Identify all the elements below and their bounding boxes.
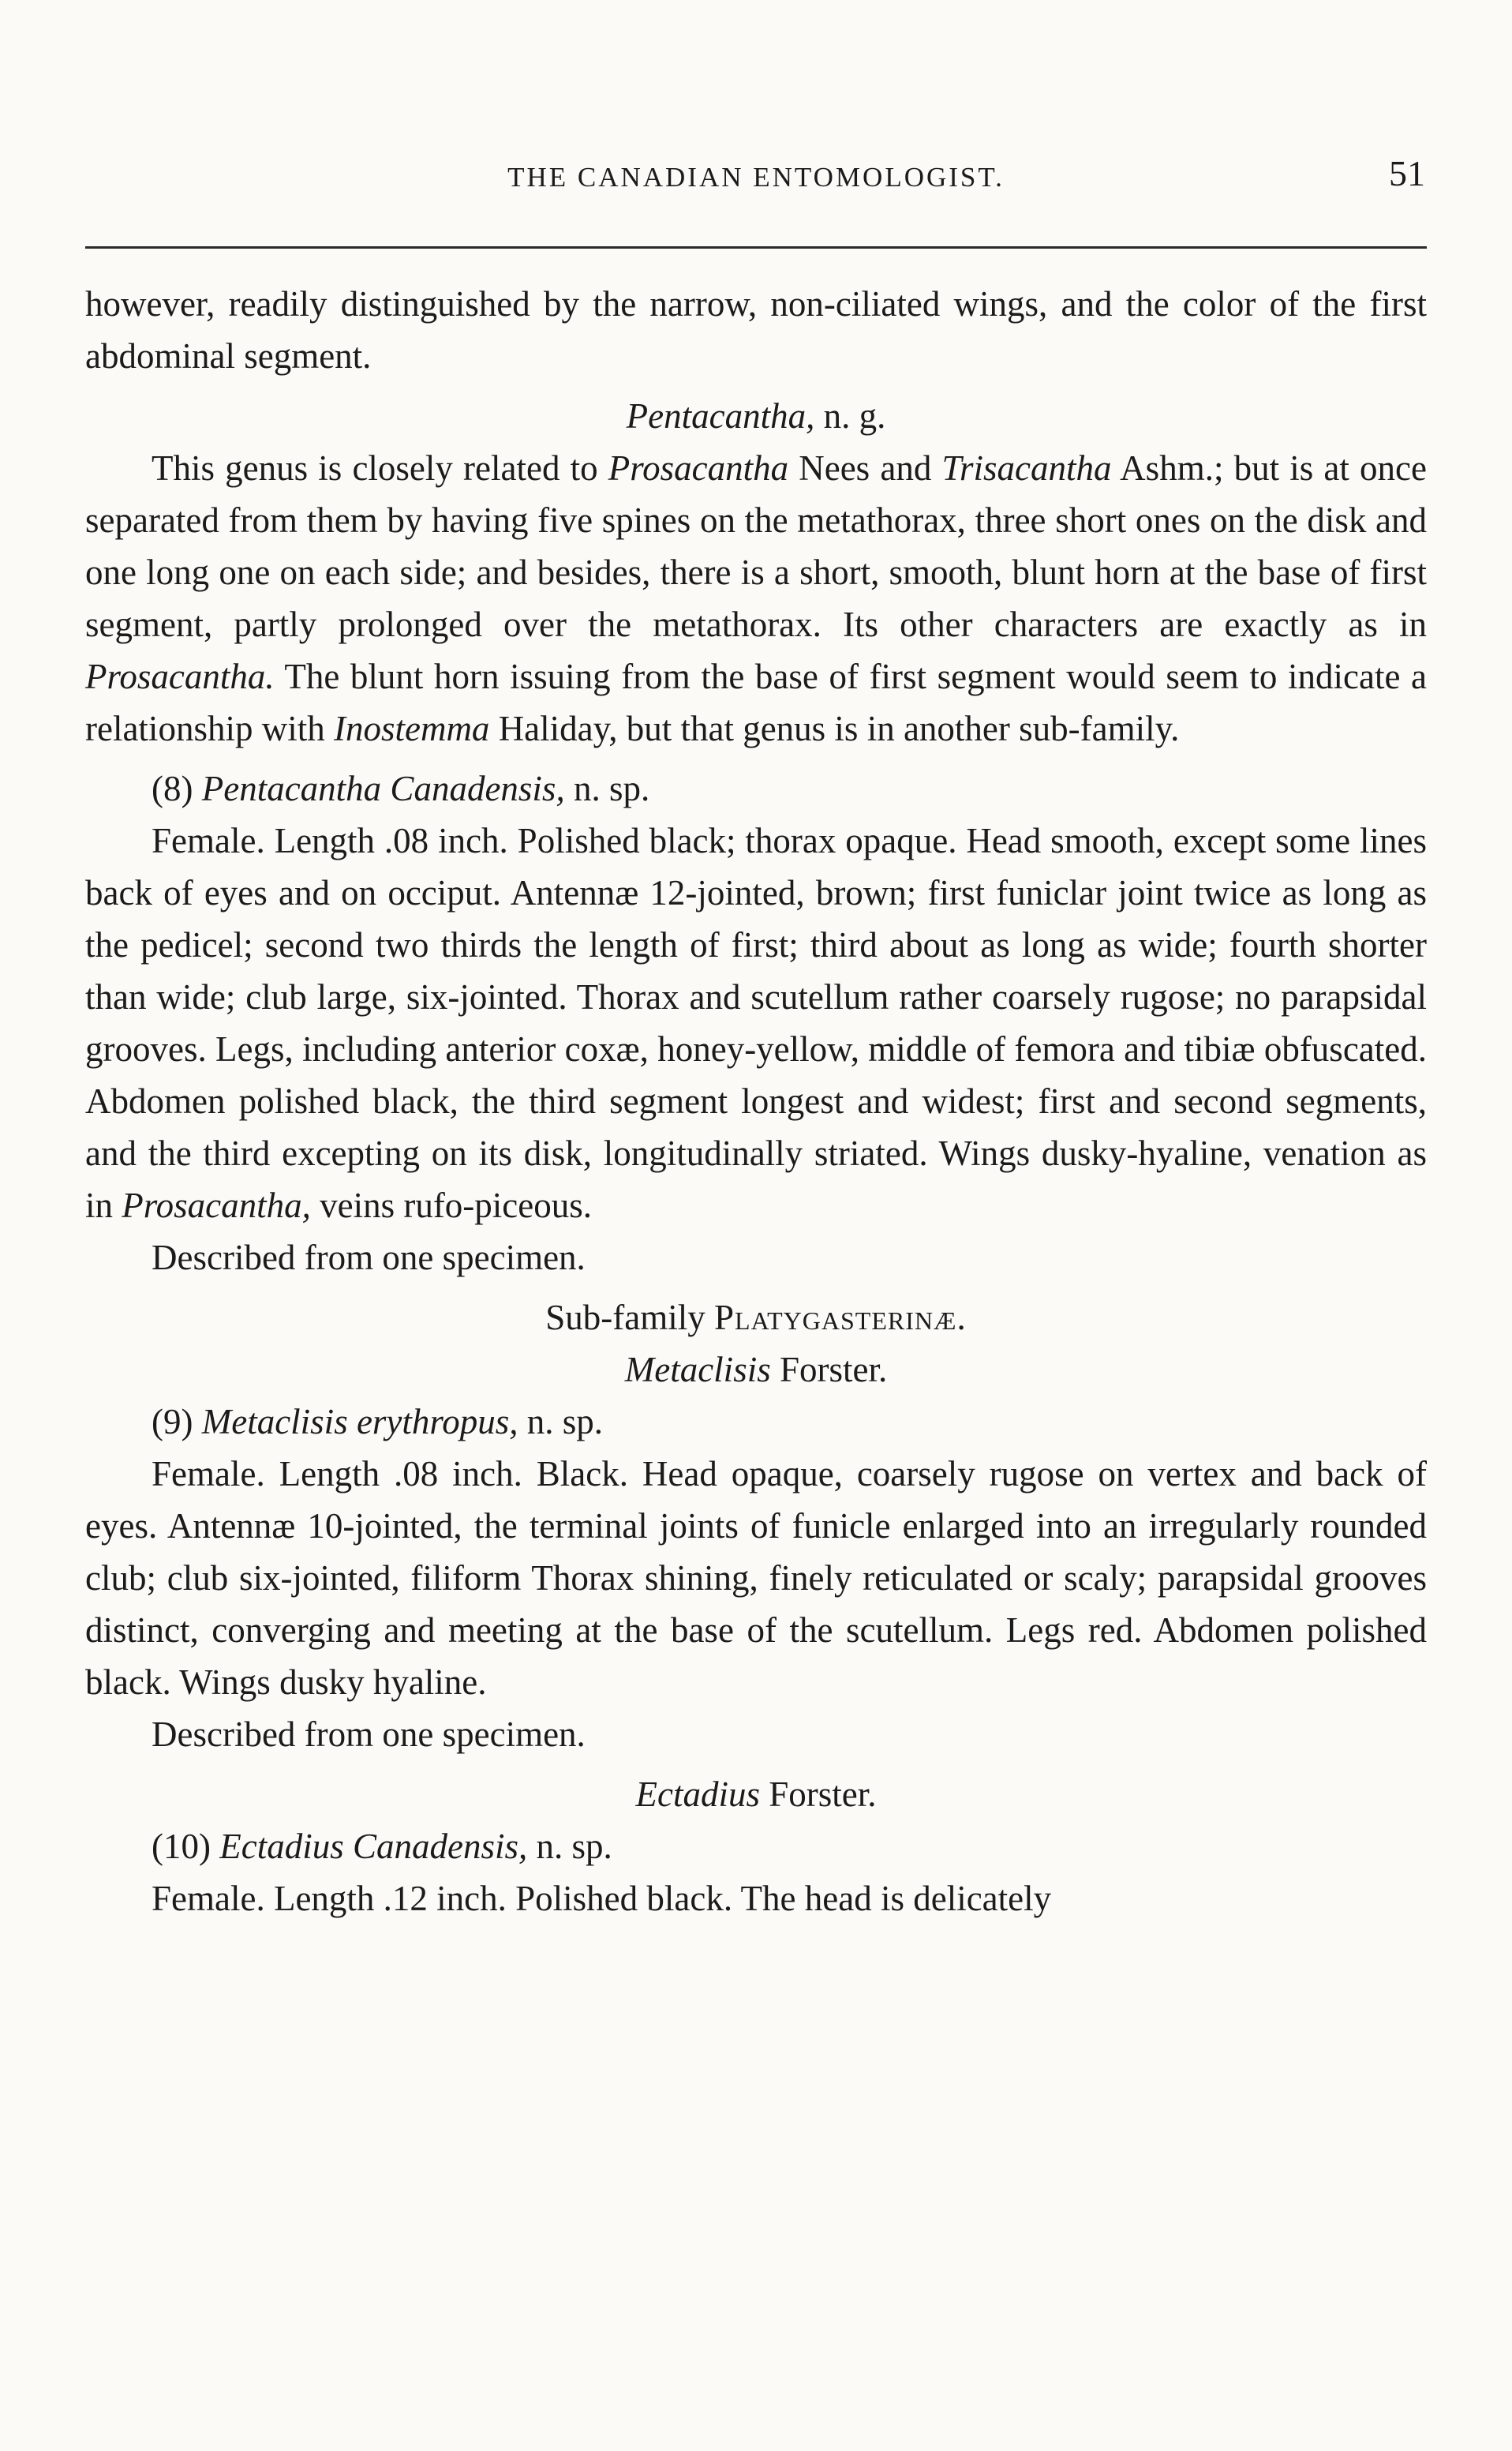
running-title: THE CANADIAN ENTOMOLOGIST. xyxy=(507,162,1005,193)
paragraph-described-from: Described from one specimen. xyxy=(152,1715,586,1754)
species-heading-8 xyxy=(85,763,1427,815)
genus-name: Pentacantha, xyxy=(626,396,815,436)
species-number: (9) xyxy=(152,1402,202,1441)
italic-run: Prosacantha, xyxy=(122,1186,311,1225)
page-header xyxy=(85,153,1427,209)
paragraph-species-9-description: Female. Length .08 inch. Black. Head opaque, coarsely rugose on vertex and back of eyes. Antennæ 10-jointed, the terminal joints of funicle enlarged into an irregularly rounded club; club six-jointed, filiform Thorax shining, finely reticulated or scaly; parapsidal grooves distinct, converging and meeting at the base of the scutellum. Legs red. Abdomen polished black. Wings dusky hyaline. xyxy=(85,1454,1427,1702)
genus-heading-ectadius xyxy=(85,1768,1427,1820)
page-number: 51 xyxy=(1389,153,1425,193)
genus-heading-pentacantha xyxy=(85,390,1427,442)
text-run: This genus is closely related to xyxy=(152,448,608,488)
species-rank: n. sp. xyxy=(518,1402,604,1441)
species-rank: n. sp. xyxy=(527,1827,612,1866)
genus-rank: n. g. xyxy=(814,396,886,436)
species-rank: n. sp. xyxy=(564,769,650,808)
genus-author: Forster. xyxy=(759,1775,877,1814)
species-name: Ectadius Canadensis, xyxy=(219,1827,528,1866)
text-run: Haliday, but that genus is in another sub-family. xyxy=(489,709,1180,748)
paragraph-continuation: however, readily distinguished by the narrow, non-ciliated wings, and the color of the first abdominal segment. xyxy=(85,284,1427,376)
subfamily-name: Platygasterinæ. xyxy=(714,1298,967,1337)
species-name: Metaclisis erythropus, xyxy=(201,1402,518,1441)
genus-heading-metaclisis xyxy=(85,1344,1427,1396)
text-run: veins rufo-piceous. xyxy=(310,1186,592,1225)
italic-run: Prosacantha xyxy=(608,448,789,488)
text-run: The blunt horn issuing from the base of first segment would seem to indicate a relationship with xyxy=(85,657,1427,748)
italic-run: Inostemma xyxy=(333,709,490,748)
paragraph-species-10-description: Female. Length .12 inch. Polished black. The head is delicately xyxy=(152,1879,1052,1918)
body-text xyxy=(85,278,1427,1924)
species-name: Pentacantha Canadensis, xyxy=(201,769,565,808)
text-run: Nees and xyxy=(788,448,942,488)
italic-run: Trisacantha xyxy=(941,448,1112,488)
genus-author: Forster. xyxy=(770,1350,888,1389)
subfamily-prefix: Sub-family xyxy=(545,1298,714,1337)
paragraph-genus-description xyxy=(85,442,1427,755)
header-rule xyxy=(85,246,1427,249)
genus-name: Metaclisis xyxy=(624,1350,771,1389)
species-heading-10 xyxy=(85,1820,1427,1872)
italic-run: Prosacantha. xyxy=(85,657,275,696)
paragraph-species-8-description xyxy=(85,815,1427,1231)
species-number: (8) xyxy=(152,769,202,808)
species-number: (10) xyxy=(152,1827,220,1866)
species-heading-9 xyxy=(85,1396,1427,1448)
text-run: Ashm.; but is at once separated from them by having five spines on the metathorax, three short ones on the disk and one long one on each side; and besides, there is a short, smooth, blunt horn at the base of first segment, partly prolonged over the metathorax. Its other characters are exactly as in xyxy=(85,448,1427,644)
paragraph-described-from: Described from one specimen. xyxy=(152,1238,586,1277)
text-run: Female. Length .08 inch. Polished black; thorax opaque. Head smooth, except some lines back of eyes and on occiput. Antennæ 12-jointed, brown; first funiclar joint twice as long as the pedicel; second two thirds the length of first; third about as long as wide; fourth shorter than wide; club large, six-jointed. Thorax and scutellum rather coarsely rugose; no parapsidal grooves. Legs, including anterior coxæ, honey-yellow, middle of femora and tibiæ obfuscated. Abdomen polished black, the third segment longest and widest; first and second segments, and the third excepting on its disk, longitudinally striated. Wings dusky-hyaline, venation as in xyxy=(85,821,1427,1225)
genus-name: Ectadius xyxy=(635,1775,760,1814)
subfamily-heading xyxy=(85,1291,1427,1344)
